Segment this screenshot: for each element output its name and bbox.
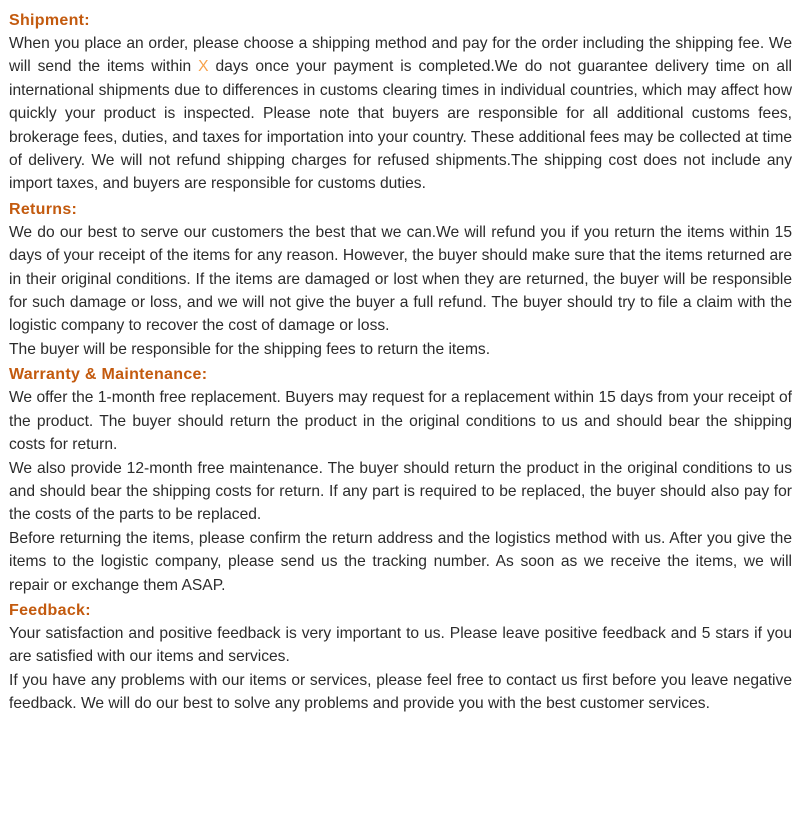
shipment-section — [9, 10, 792, 196]
returns-section — [9, 199, 792, 361]
shipment-text-end: days once your payment is completed.We do not guarantee delivery time on all international shipments due to differences in customs clearing times in individual countries, which may affect how quickly your product is inspected. Please note that buyers are responsible for all additional customs fees, brokerage fees, duties, and taxes for importation into your country. These additional fees may be collected at time of delivery. We will not refund shipping charges for refused shipments.The shipping cost does not include any import taxes, and buyers are responsible for customs duties. — [9, 58, 793, 193]
feedback-heading: Feedback: — [9, 601, 91, 619]
feedback-paragraph-2: If you have any problems with our items or services, please feel free to contact us first before you leave negative feedback. We will do our best to solve any problems and provide you with the best customer services. — [9, 671, 792, 713]
warranty-paragraph-3: Before returning the items, please confirm the return address and the logistics method with us. After you give the items to the logistic company, please send us the tracking number. As soon as we receive the items, we will repair or exchange them ASAP. — [9, 529, 792, 594]
warranty-paragraph-2: We also provide 12-month free maintenance. The buyer should return the product in the original conditions to us and should bear the shipping costs for return. If any part is required to be replaced, the buyer should also pay for the costs of the parts to be replaced. — [9, 459, 792, 524]
warranty-paragraph-1: We offer the 1-month free replacement. Buyers may request for a replacement within 15 days from your receipt of the product. The buyer should return the product in the original conditions to us and should bear the shipping costs for return. — [9, 389, 792, 454]
warranty-heading: Warranty & Maintenance: — [9, 366, 208, 384]
shipment-text-start: When you place an order, please choose a shipping method and pay for the order including the shipping fee. We will send the items within — [9, 35, 792, 76]
warranty-section — [9, 364, 792, 597]
shipping-days-placeholder: X — [198, 58, 209, 76]
returns-paragraph-2: The buyer will be responsible for the shipping fees to return the items. — [9, 340, 491, 358]
shipment-heading: Shipment: — [9, 12, 90, 29]
returns-paragraph-1: We do our best to serve our customers the best that we can.We will refund you if you return the items within 15 days of your receipt of the items for any reason. However, the buyer should make sure that the items returned are in their original conditions. If the items are damaged or lost when they are returned, the buyer will be responsible for such damage or loss, and we will not give the buyer a full refund. The buyer should try to file a claim with the logistic company to recover the cost of damage or loss. — [9, 223, 792, 335]
shipment-paragraph — [9, 32, 792, 196]
feedback-paragraph-1: Your satisfaction and positive feedback is very important to us. Please leave positive feedback and 5 stars if you are satisfied with our items and services. — [9, 624, 792, 666]
feedback-section — [9, 600, 792, 716]
returns-heading: Returns: — [9, 200, 78, 218]
